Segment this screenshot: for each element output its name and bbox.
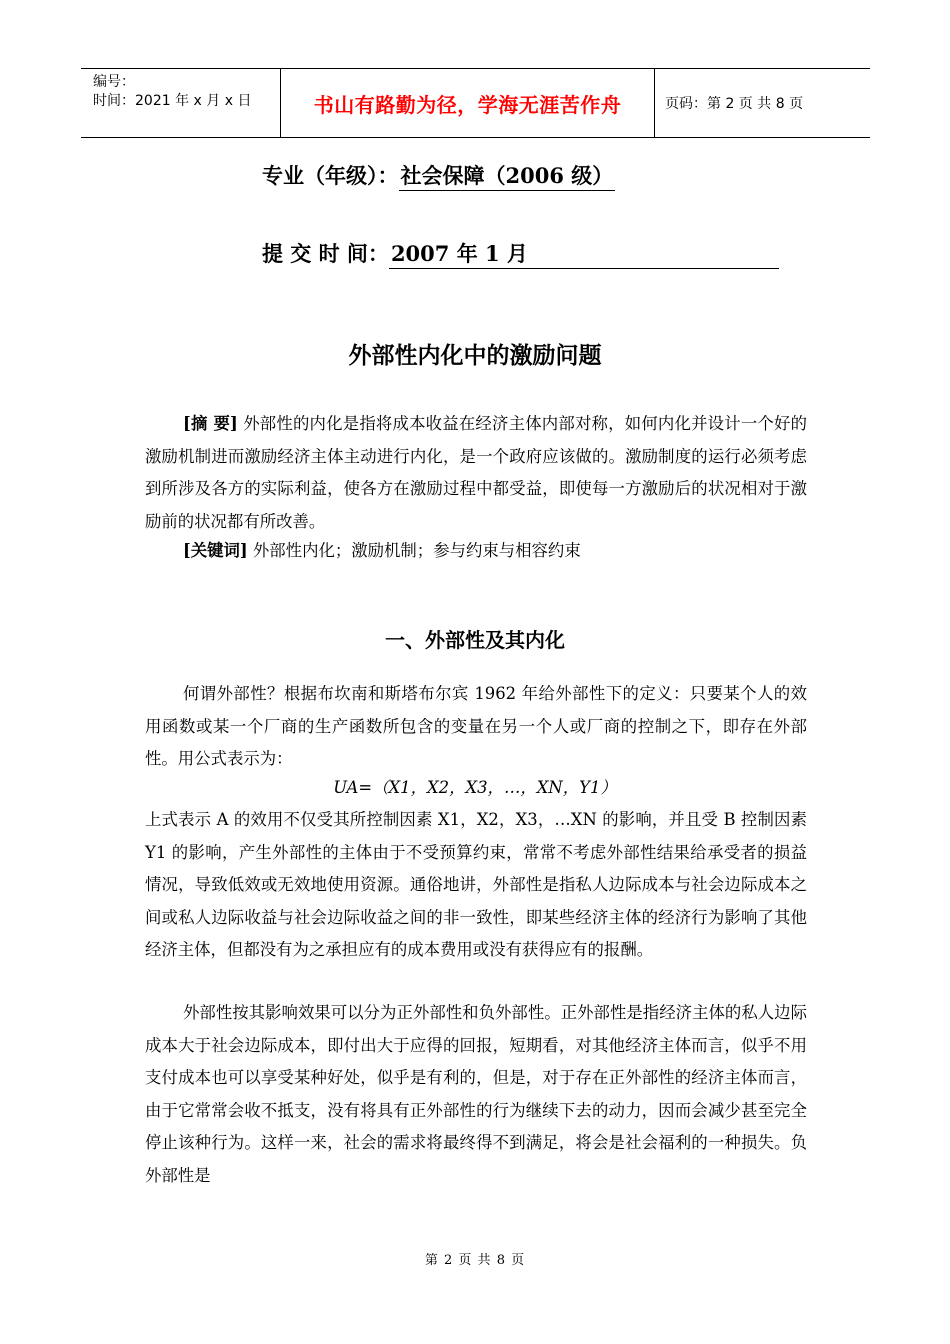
abstract-tag: [摘 要]: [183, 414, 238, 433]
keywords-tag: [关键词]: [183, 541, 248, 560]
body-paragraph-1: 何谓外部性？根据布坎南和斯塔布尔宾 1962 年给外部性下的定义：只要某个人的效用函数或某一个厂商的生产函数所包含的变量在另一个人或厂商的控制之下，即存在外部性。用公式表示为：: [145, 684, 807, 768]
body-paragraph-3: 外部性按其影响效果可以分为正外部性和负外部性。正外部性是指经济主体的私人边际成本大于社会边际成本，即付出大于应得的回报，短期看，对其他经济主体而言，似乎不用支付成本也可以享受某种好处，似乎是有利的，但是，对于存在正外部性的经济主体而言，由于它常常会收不抵支，没有将具有正外部性的行为继续下去的动力，因而会减少甚至完全停止该种行为。这样一来，社会的需求将最终得不到满足，将会是社会福利的一种损失。负外部性是: [145, 1003, 807, 1185]
keywords-text: 外部性内化；激励机制；参与约束与相容约束: [247, 541, 581, 560]
submit-time-line: [262, 238, 779, 269]
header-time: 时间：2021 年 x 月 x 日: [93, 93, 252, 109]
body-paragraph-2: 上式表示 A 的效用不仅受其所控制因素 X1，X2，X3，…XN 的影响，并且受 B 控制因素 Y1 的影响，产生外部性的主体由于不受预算约束，常常不考虑外部性结果给承受者的损益情况，导致低效或无效地使用资源。通俗地讲，外部性是指私人边际成本与社会边际成本之间或私人边际收益与社会边际收益之间的非一致性，即某些经济主体的经济行为影响了其他经济主体，但都没有为之承担应有的成本费用或没有获得应有的报酬。: [145, 810, 807, 959]
submit-time-value: 2007 年 1 月: [389, 238, 779, 269]
header-number-label: 编号：: [93, 74, 135, 90]
major-value: 社会保障（2006 级）: [399, 160, 616, 191]
page-footer: 第 2 页 共 8 页: [424, 1253, 526, 1268]
abstract-text: 外部性的内化是指将成本收益在经济主体内部对称，如何内化并设计一个好的激励机制进而激励经济主体主动进行内化，是一个政府应该做的。激励制度的运行必须考虑到所涉及各方的实际利益，使各方在激励过程中都受益，即使每一方激励后的状况相对于激励前的状况都有所改善。: [145, 414, 807, 531]
paper-title: 外部性内化中的激励问题: [348, 343, 602, 369]
page-header-table: [81, 68, 870, 138]
header-motto-cell: [281, 69, 655, 137]
major-label: 专业（年级）：: [262, 163, 399, 188]
header-info-cell: [81, 69, 281, 137]
formula: UA=（X1，X2，X3，…，XN，Y1）: [333, 778, 617, 797]
header-motto: 书山有路勤为径，学海无涯苦作舟: [313, 92, 622, 117]
header-page-code: 页码：第 2 页 共 8 页: [665, 96, 804, 112]
keywords-paragraph: [145, 535, 807, 568]
abstract-paragraph: [145, 408, 807, 538]
section-heading: 一、外部性及其内化: [385, 628, 565, 652]
submit-time-label: 提 交 时 间：: [262, 241, 389, 266]
header-page-code-cell: [655, 69, 870, 137]
major-line: [262, 160, 615, 191]
